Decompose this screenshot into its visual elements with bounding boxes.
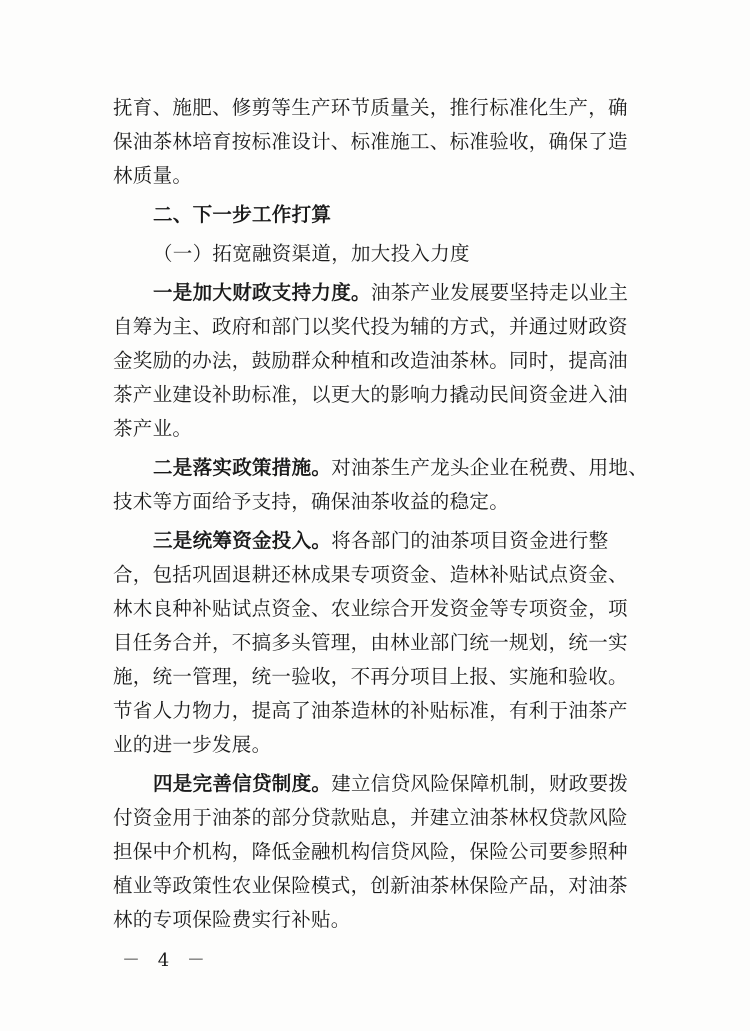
paragraph-intro [113,91,633,193]
text-line: 目任务合并，不搞多头管理，由林业部门统一规划，统一实 [113,631,628,654]
text-line [113,451,649,485]
section-heading: 二、下一步工作打算 [153,203,332,226]
text-line: 担保中介机构，降低金融机构信贷风险，保险公司要参照种 [113,840,628,863]
text-line: 节省人力物力，提高了油茶造林的补贴标准，有利于油茶产 [113,699,628,722]
page-number: － 4 － [122,950,211,971]
text-line: 林质量。 [113,164,193,187]
subsection-heading: （一）拓宽融资渠道，加大投入力度 [153,242,470,265]
point-lead: 四是完善信贷制度。 [153,772,332,795]
text-line: 施，统一管理，统一验收，不再分项目上报、实施和验收。 [113,665,628,688]
point-text: 建立信贷风险保障机制，财政要拨 [331,772,629,795]
point-text: 油茶产业发展要坚持走以业主 [370,281,629,304]
text-line: 技术等方面给予支持，确保油茶收益的稳定。 [113,490,510,513]
text-line: 抚育、施肥、修剪等生产环节质量关，推行标准化生产，确 [113,96,628,119]
point-lead: 二是落实政策措施。 [153,456,332,479]
text-line: 金奖励的办法，鼓励群众种植和改造油茶林。同时，提高油 [113,349,628,372]
text-line: 茶产业。 [113,417,193,440]
text-line: 茶产业建设补助标准，以更大的影响力撬动民间资金进入油 [113,383,628,406]
text-line: 林木良种补贴试点资金、农业综合开发资金等专项资金，项 [113,597,628,620]
text-line: 保油茶林培育按标准设计、标准施工、标准验收，确保了造 [113,130,628,153]
paragraph-point-1 [113,276,633,446]
paragraph-point-2 [113,451,649,519]
text-line: 林的专项保险费实行补贴。 [113,908,351,931]
point-text: 将各部门的油茶项目资金进行整 [331,529,609,552]
text-line [113,276,633,310]
text-line [113,767,633,801]
paragraph-point-3 [113,524,633,762]
text-line [113,524,633,558]
paragraph-point-4 [113,767,633,937]
document-body [113,91,649,937]
point-text: 对油茶生产龙头企业在税费、用地、 [331,456,649,479]
text-line: 植业等政策性农业保险模式，创新油茶林保险产品，对油茶 [113,874,628,897]
text-line: 自筹为主、政府和部门以奖代投为辅的方式，并通过财政资 [113,315,628,338]
text-line: 付资金用于油茶的部分贷款贴息，并建立油茶林权贷款风险 [113,806,628,829]
point-lead: 三是统筹资金投入。 [153,529,332,552]
text-line: 业的进一步发展。 [113,733,272,756]
point-lead: 一是加大财政支持力度。 [153,281,371,304]
text-line: 合，包括巩固退耕还林成果专项资金、造林补贴试点资金、 [113,563,628,586]
